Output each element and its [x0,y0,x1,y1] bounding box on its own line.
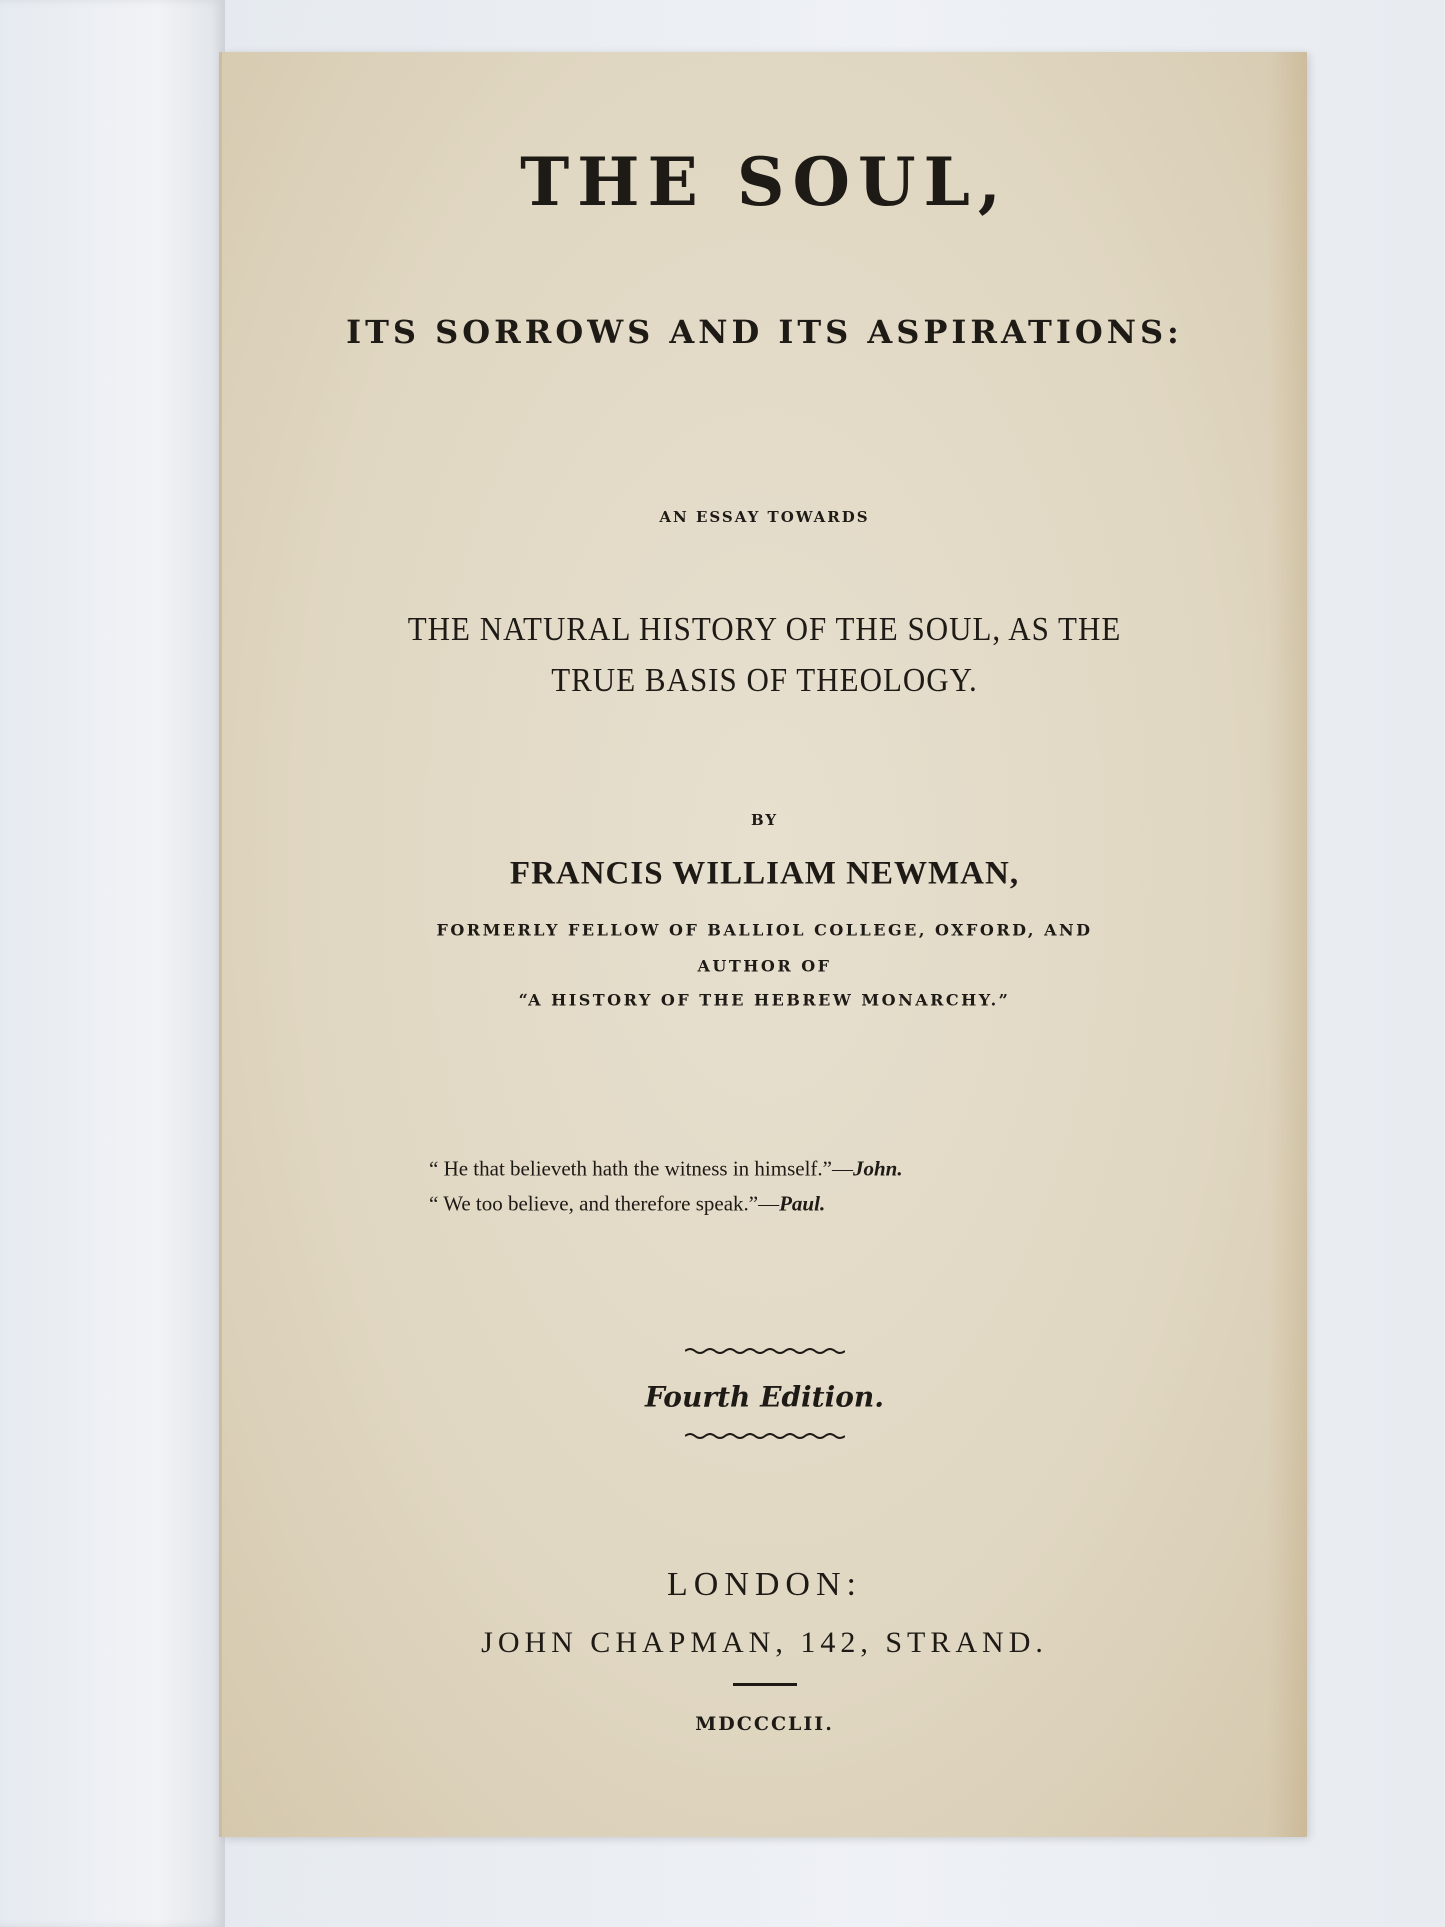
essay-intro: AN ESSAY TOWARDS [659,508,870,526]
publication-year: MDCCCLII. [695,1713,834,1735]
essay-title-line-1: THE NATURAL HISTORY OF THE SOUL, AS THE [407,609,1122,648]
epigraph-1 [429,1157,1445,1182]
ornamental-wave-top [685,1347,845,1355]
book-subtitle: ITS SORROWS AND ITS ASPIRATIONS: [346,313,1183,351]
author-credential-3: “A HISTORY OF THE HEBREW MONARCHY.” [518,990,1011,1010]
essay-title-line-2: TRUE BASIS OF THEOLOGY. [551,660,978,699]
author-credential-1: FORMERLY FELLOW OF BALLIOL COLLEGE, OXFORD, AND [436,920,1093,940]
publication-place: LONDON: [667,1566,862,1603]
epigraph-source: Paul. [779,1191,826,1216]
epigraph-source: John. [852,1156,903,1181]
publisher: JOHN CHAPMAN, 142, STRAND. [481,1626,1048,1659]
epigraph-text: “ We too believe, and therefore speak.”— [429,1191,780,1216]
by-label: BY [750,811,779,829]
title-page [222,52,1307,1837]
author-name: FRANCIS WILLIAM NEWMAN, [509,855,1020,892]
edition-label: Fourth Edition. [644,1380,885,1414]
epigraph-text: “ He that believeth hath the witness in himself.”— [429,1156,853,1181]
divider-rule [733,1683,797,1686]
epigraph-2 [429,1192,1445,1217]
author-credential-2: AUTHOR OF [697,956,832,976]
ornamental-wave-bottom [685,1432,845,1440]
facing-blank-page [0,0,225,1927]
book-title: THE SOUL, [520,143,1009,221]
